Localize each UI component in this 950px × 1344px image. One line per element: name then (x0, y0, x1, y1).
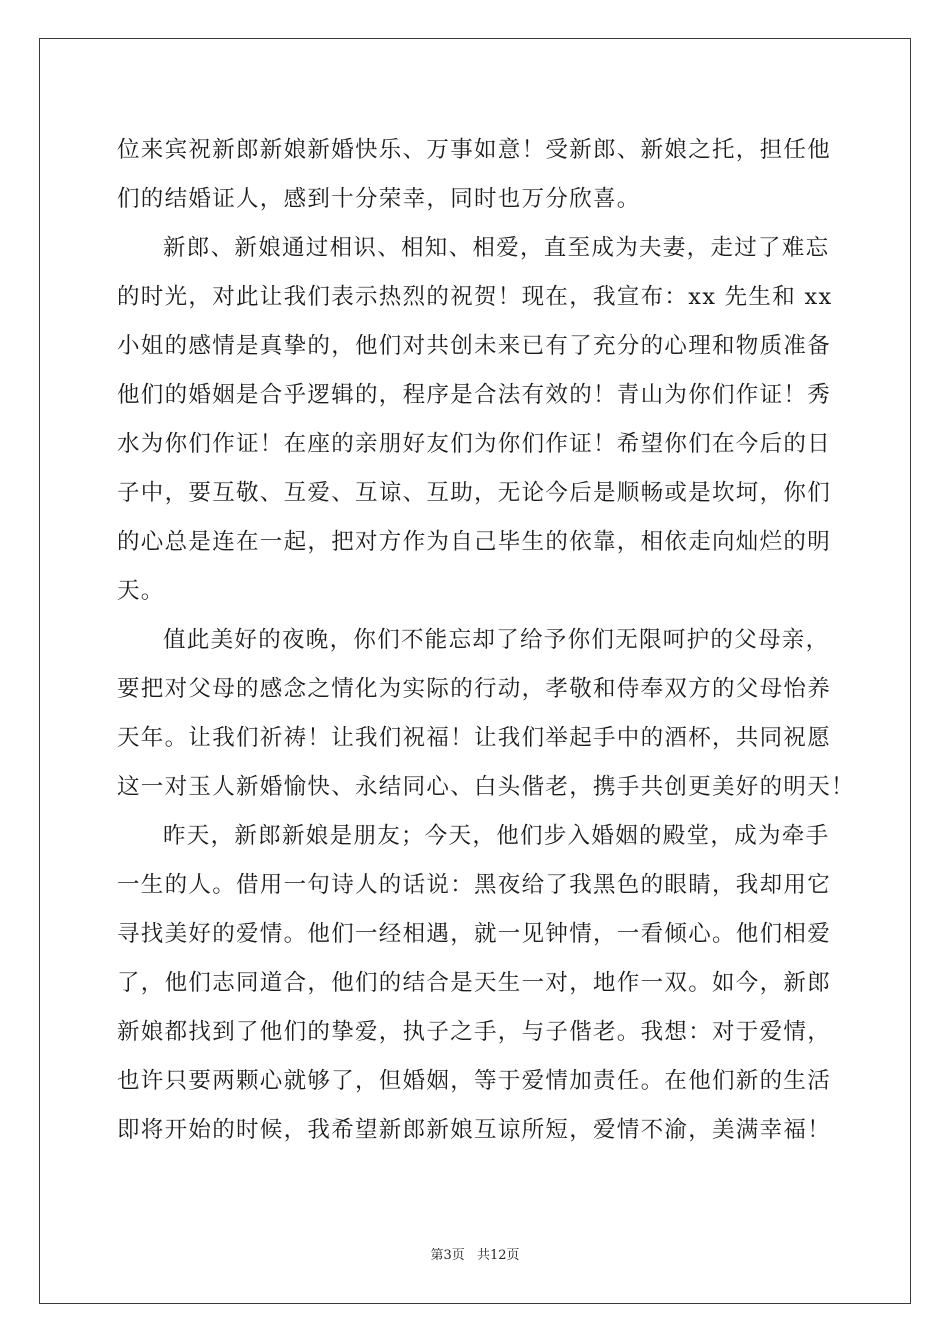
paragraph-start-line: 昨天，新郎新娘是朋友；今天，他们步入婚姻的殿堂，成为牵手 (163, 823, 830, 849)
text-line: 即将开始的时候，我希望新郎新娘互谅所短，爱情不渝，美满幸福！ (117, 1117, 832, 1143)
text-line: 位来宾祝新郎新娘新婚快乐、万事如意！受新郎、新娘之托，担任他 (117, 137, 832, 163)
text-line: 子中，要互敬、互爱、互谅、互助，无论今后是顺畅或是坎坷，你们 (117, 480, 832, 506)
text-line: 一生的人。借用一句诗人的话说：黑夜给了我黑色的眼睛，我却用它 (117, 872, 832, 898)
text-line: 了，他们志同道合，他们的结合是天生一对，地作一双。如今，新郎 (117, 970, 832, 996)
paragraph-start-line: 新郎、新娘通过相识、相知、相爱，直至成为夫妻，走过了难忘 (163, 235, 830, 261)
text-line: 的心总是连在一起，把对方作为自己毕生的依靠，相依走向灿烂的明 (117, 529, 832, 555)
text-line: 天。 (117, 578, 165, 604)
page-number: 第3页 (430, 1248, 465, 1263)
page-footer (0, 1244, 950, 1263)
text-line: 这一对玉人新婚愉快、永结同心、白头偕老，携手共创更美好的明天！ (117, 774, 855, 800)
text-line: 的时光，对此让我们表示热烈的祝贺！现在，我宣布：xx 先生和 xx (117, 284, 833, 310)
page-total: 共12页 (476, 1248, 520, 1263)
text-line: 新娘都找到了他们的挚爱，执子之手，与子偕老。我想：对于爱情， (117, 1019, 832, 1045)
text-line: 们的结婚证人，感到十分荣幸，同时也万分欣喜。 (117, 186, 641, 212)
text-line: 他们的婚姻是合乎逻辑的，程序是合法有效的！青山为你们作证！秀 (117, 382, 832, 408)
text-line: 也许只要两颗心就够了，但婚姻，等于爱情加责任。在他们新的生活 (117, 1068, 832, 1094)
text-line: 小姐的感情是真挚的，他们对共创未来已有了充分的心理和物质准备 (117, 333, 832, 359)
text-line: 要把对父母的感念之情化为实际的行动，孝敬和侍奉双方的父母怡养 (117, 676, 832, 702)
text-line: 天年。让我们祈祷！让我们祝福！让我们举起手中的酒杯，共同祝愿 (117, 725, 832, 751)
text-line: 寻找美好的爱情。他们一经相遇，就一见钟情，一看倾心。他们相爱 (117, 921, 832, 947)
paragraph-start-line: 值此美好的夜晚，你们不能忘却了给予你们无限呵护的父母亲， (163, 627, 830, 653)
text-line: 水为你们作证！在座的亲朋好友们为你们作证！希望你们在今后的日 (117, 431, 832, 457)
document-body (117, 128, 855, 1157)
